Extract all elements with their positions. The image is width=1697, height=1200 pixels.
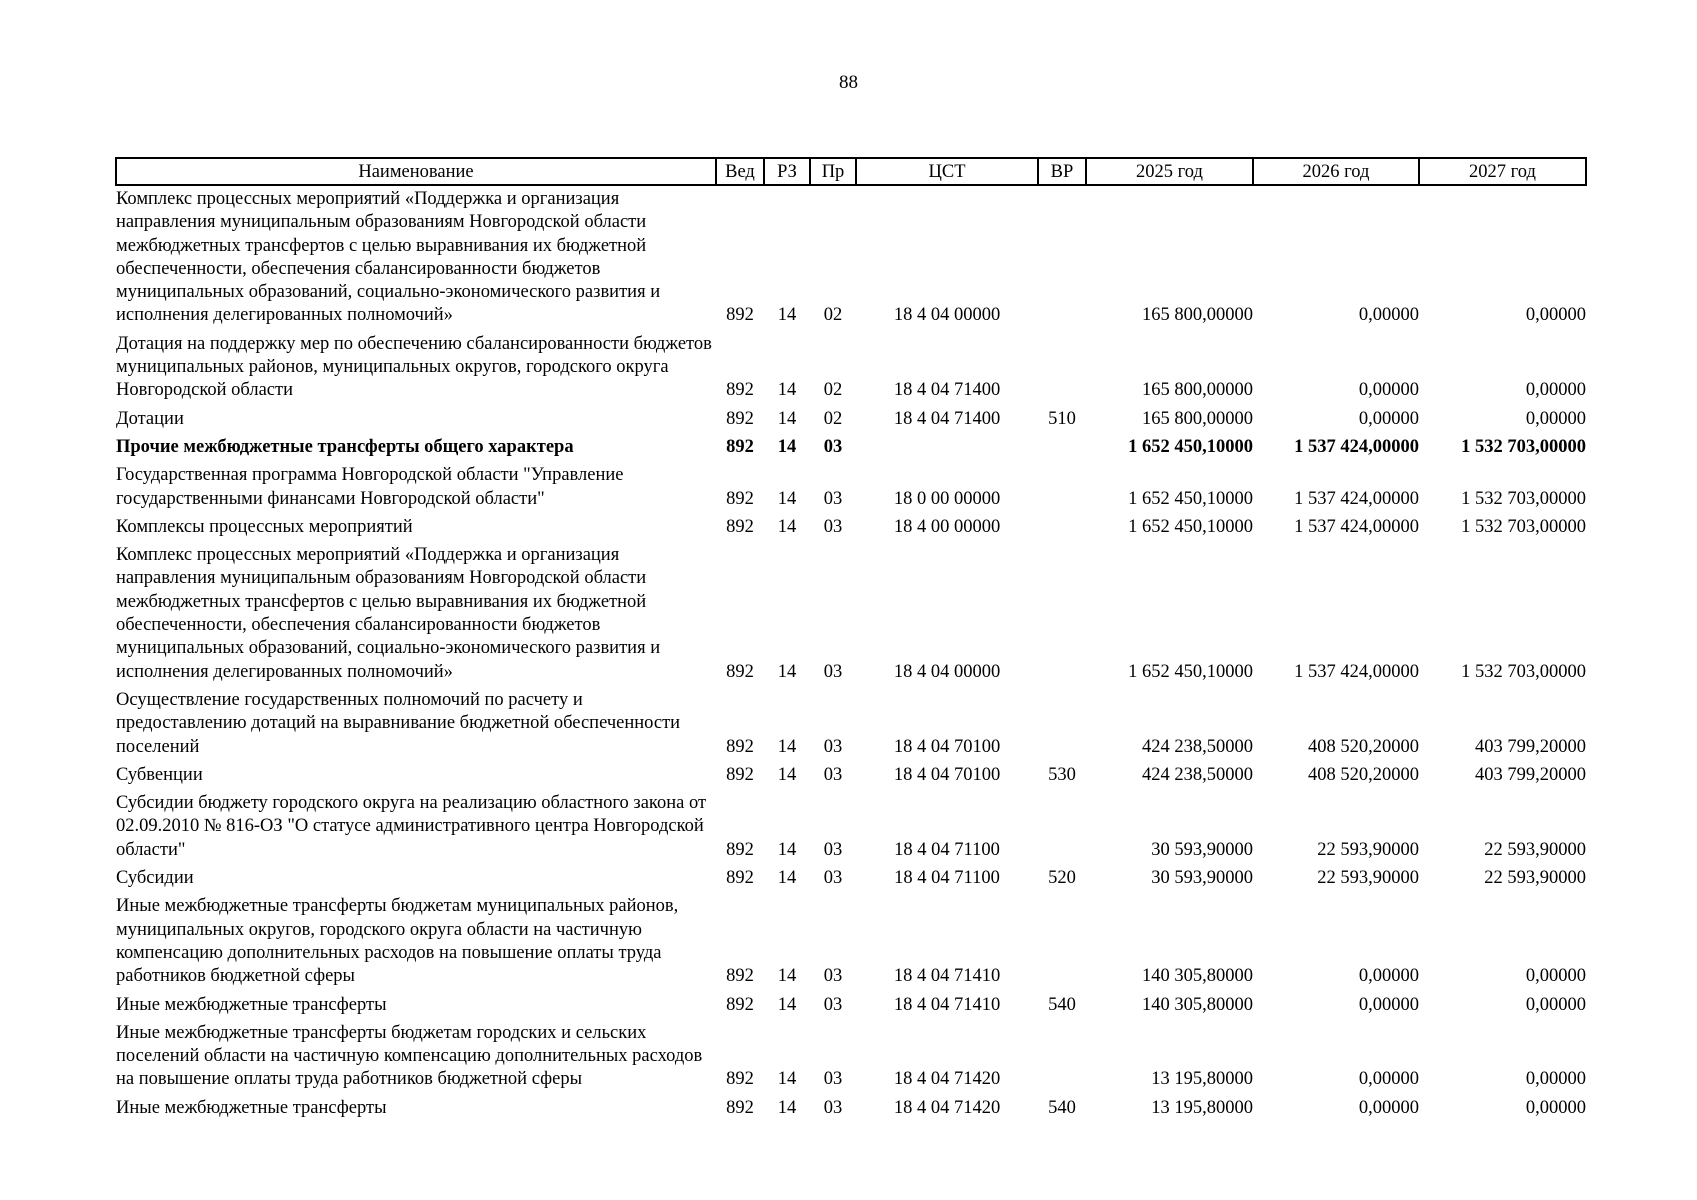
cell-2026: 408 520,20000 xyxy=(1308,736,1419,757)
cell-pr: 03 xyxy=(823,966,843,987)
cell-2027: 1 532 703,00000 xyxy=(1461,488,1586,509)
cell-rz: 14 xyxy=(777,868,797,889)
cell-rz: 14 xyxy=(777,661,797,682)
cell-2025: 165 800,00000 xyxy=(1142,408,1253,429)
cell-pr: 03 xyxy=(823,839,843,860)
table-row xyxy=(116,1022,1586,1097)
cell-cst: 18 4 04 71420 xyxy=(893,1069,1001,1090)
cell-2025: 13 195,80000 xyxy=(1151,1069,1253,1090)
cell-ved: 892 xyxy=(726,1069,754,1090)
cell-cst: 18 4 04 71400 xyxy=(893,408,1001,429)
cell-rz: 14 xyxy=(777,736,797,757)
cell-cst: 18 4 00 00000 xyxy=(893,516,1001,537)
header-pr: Пр xyxy=(810,158,856,185)
cell-2026: 0,00000 xyxy=(1358,305,1419,326)
cell-2026: 0,00000 xyxy=(1358,966,1419,987)
header-name: Наименование xyxy=(116,158,716,185)
cell-pr: 03 xyxy=(823,994,843,1015)
table-row xyxy=(116,792,1586,867)
table-row xyxy=(116,994,1586,1022)
cell-ved: 892 xyxy=(726,839,754,860)
cell-pr: 02 xyxy=(823,380,843,401)
cell-2027: 0,00000 xyxy=(1525,408,1586,429)
cell-2027: 1 532 703,00000 xyxy=(1461,661,1586,682)
cell-cst xyxy=(856,436,1038,464)
cell-rz: 14 xyxy=(777,994,797,1015)
cell-rz: 14 xyxy=(777,764,797,785)
cell-ved: 892 xyxy=(726,516,754,537)
cell-vr xyxy=(1038,1022,1086,1097)
cell-ved: 892 xyxy=(726,994,754,1015)
cell-2025: 1 652 450,10000 xyxy=(1128,661,1253,682)
cell-2026: 0,00000 xyxy=(1358,408,1419,429)
cell-2027: 0,00000 xyxy=(1525,380,1586,401)
cell-pr: 03 xyxy=(823,868,843,889)
cell-pr: 03 xyxy=(823,661,843,682)
cell-vr: 510 xyxy=(1048,408,1076,429)
cell-cst: 18 4 04 71100 xyxy=(894,839,1000,860)
cell-2026: 0,00000 xyxy=(1358,1097,1419,1118)
cell-rz: 14 xyxy=(777,305,797,326)
cell-vr xyxy=(1038,544,1086,689)
cell-cst: 18 4 04 00000 xyxy=(893,305,1001,326)
table-row xyxy=(116,1097,1586,1125)
cell-name: Прочие межбюджетные трансферты общего характера xyxy=(116,436,574,457)
table-row xyxy=(116,333,1586,408)
header-vr: ВР xyxy=(1038,158,1086,185)
table-row xyxy=(116,408,1586,436)
cell-cst: 18 4 04 70100 xyxy=(893,764,1001,785)
cell-2027: 403 799,20000 xyxy=(1475,764,1586,785)
cell-ved: 892 xyxy=(726,305,754,326)
page-number: 88 xyxy=(839,72,858,93)
cell-2025: 13 195,80000 xyxy=(1151,1097,1253,1118)
cell-ved: 892 xyxy=(726,408,754,429)
cell-2026: 0,00000 xyxy=(1358,1069,1419,1090)
cell-cst: 18 4 04 71420 xyxy=(893,1097,1001,1118)
cell-ved: 892 xyxy=(726,736,754,757)
cell-2027: 0,00000 xyxy=(1525,1069,1586,1090)
cell-2025: 30 593,90000 xyxy=(1151,839,1253,860)
cell-rz: 14 xyxy=(777,839,797,860)
cell-pr: 02 xyxy=(823,305,843,326)
cell-2027: 22 593,90000 xyxy=(1484,868,1586,889)
cell-2025: 140 305,80000 xyxy=(1142,966,1253,987)
table-row xyxy=(116,436,1586,464)
cell-name: Субсидии xyxy=(116,868,194,889)
cell-2027: 0,00000 xyxy=(1525,994,1586,1015)
cell-name: Иные межбюджетные трансферты xyxy=(116,994,387,1015)
cell-pr: 03 xyxy=(823,436,843,457)
cell-2026: 22 593,90000 xyxy=(1317,868,1419,889)
cell-pr: 03 xyxy=(823,1069,843,1090)
cell-cst: 18 4 04 71400 xyxy=(893,380,1001,401)
cell-2025: 424 238,50000 xyxy=(1142,736,1253,757)
cell-pr: 03 xyxy=(823,516,843,537)
cell-2025: 1 652 450,10000 xyxy=(1128,516,1253,537)
cell-2026: 1 537 424,00000 xyxy=(1294,661,1419,682)
cell-vr: 540 xyxy=(1048,994,1076,1015)
cell-2025: 1 652 450,10000 xyxy=(1128,436,1253,457)
cell-2025: 165 800,00000 xyxy=(1142,380,1253,401)
cell-vr xyxy=(1038,333,1086,408)
cell-pr: 03 xyxy=(823,736,843,757)
cell-name: Иные межбюджетные трансферты бюджетам муниципальных районов, муниципальных округов, городского округа области на частичную компенсацию дополнительных расходов на повышение оплаты труда работников бюджетной сферы xyxy=(116,896,679,987)
cell-cst: 18 4 04 71410 xyxy=(893,966,1001,987)
header-rz: РЗ xyxy=(764,158,810,185)
header-ved: Вед xyxy=(716,158,764,185)
table-row xyxy=(116,185,1586,333)
cell-vr xyxy=(1038,464,1086,516)
cell-2026: 1 537 424,00000 xyxy=(1294,436,1419,457)
cell-ved: 892 xyxy=(726,764,754,785)
budget-table xyxy=(115,157,1587,1125)
cell-name: Дотации xyxy=(116,408,184,429)
table-row xyxy=(116,764,1586,792)
cell-2025: 30 593,90000 xyxy=(1151,868,1253,889)
cell-rz: 14 xyxy=(777,436,797,457)
cell-2027: 0,00000 xyxy=(1525,966,1586,987)
cell-name: Субсидии бюджету городского округа на реализацию областного закона от 02.09.2010 № 816-ОЗ "О статусе административного центра Новгородской области" xyxy=(116,793,707,860)
cell-pr: 03 xyxy=(823,764,843,785)
cell-cst: 18 4 04 71100 xyxy=(894,868,1000,889)
header-cst: ЦСТ xyxy=(856,158,1038,185)
cell-name: Государственная программа Новгородской области "Управление государственными финансами Новгородской области" xyxy=(116,465,624,509)
cell-2026: 0,00000 xyxy=(1358,994,1419,1015)
cell-2025: 424 238,50000 xyxy=(1142,764,1253,785)
cell-vr xyxy=(1038,185,1086,333)
cell-ved: 892 xyxy=(726,488,754,509)
cell-cst: 18 4 04 00000 xyxy=(893,661,1001,682)
cell-2026: 0,00000 xyxy=(1358,380,1419,401)
table-row xyxy=(116,689,1586,764)
cell-2027: 22 593,90000 xyxy=(1484,839,1586,860)
cell-vr xyxy=(1038,689,1086,764)
cell-vr xyxy=(1038,436,1086,464)
cell-name: Дотация на поддержку мер по обеспечению сбалансированности бюджетов муниципальных районов, муниципальных округов, городского округа Новгородской области xyxy=(116,333,712,401)
header-row xyxy=(116,158,1586,185)
cell-rz: 14 xyxy=(777,966,797,987)
cell-2027: 1 532 703,00000 xyxy=(1461,516,1586,537)
header-2026: 2026 год xyxy=(1253,158,1419,185)
cell-2026: 408 520,20000 xyxy=(1308,764,1419,785)
cell-vr xyxy=(1038,895,1086,993)
table-row xyxy=(116,895,1586,993)
cell-rz: 14 xyxy=(777,380,797,401)
cell-ved: 892 xyxy=(726,380,754,401)
cell-vr: 530 xyxy=(1048,764,1076,785)
header-2027: 2027 год xyxy=(1419,158,1586,185)
cell-cst: 18 0 00 00000 xyxy=(893,488,1001,509)
cell-ved: 892 xyxy=(726,868,754,889)
cell-name: Иные межбюджетные трансферты xyxy=(116,1097,387,1118)
cell-cst: 18 4 04 71410 xyxy=(893,994,1001,1015)
table-row xyxy=(116,544,1586,689)
table-row xyxy=(116,867,1586,895)
cell-vr xyxy=(1038,516,1086,544)
cell-2027: 1 532 703,00000 xyxy=(1461,436,1586,457)
cell-ved: 892 xyxy=(726,966,754,987)
cell-2026: 1 537 424,00000 xyxy=(1294,488,1419,509)
cell-cst: 18 4 04 70100 xyxy=(893,736,1001,757)
table-body xyxy=(116,185,1586,1125)
cell-pr: 03 xyxy=(823,1097,843,1118)
cell-pr: 02 xyxy=(823,408,843,429)
cell-vr: 520 xyxy=(1048,868,1076,889)
table-header xyxy=(116,158,1586,185)
cell-ved: 892 xyxy=(726,1097,754,1118)
table-row xyxy=(116,516,1586,544)
cell-2025: 165 800,00000 xyxy=(1142,305,1253,326)
cell-2027: 0,00000 xyxy=(1525,1097,1586,1118)
cell-rz: 14 xyxy=(777,1069,797,1090)
cell-rz: 14 xyxy=(777,488,797,509)
cell-pr: 03 xyxy=(823,488,843,509)
cell-name: Комплекс процессных мероприятий «Поддержка и организация направления муниципальным образованиям Новгородской области межбюджетных трансфертов с целью выравнивания их бюджетной обеспеченности, обеспечения сбалансированности бюджетов муниципальных образований, социально-экономического развития и исполнения делегированных полномочий» xyxy=(116,189,661,326)
cell-rz: 14 xyxy=(777,1097,797,1118)
cell-2026: 22 593,90000 xyxy=(1317,839,1419,860)
cell-2027: 0,00000 xyxy=(1525,305,1586,326)
header-2025: 2025 год xyxy=(1086,158,1253,185)
cell-ved: 892 xyxy=(726,436,754,457)
cell-vr: 540 xyxy=(1048,1097,1076,1118)
cell-2026: 1 537 424,00000 xyxy=(1294,516,1419,537)
cell-ved: 892 xyxy=(726,661,754,682)
cell-vr xyxy=(1038,792,1086,867)
cell-rz: 14 xyxy=(777,408,797,429)
cell-2025: 140 305,80000 xyxy=(1142,994,1253,1015)
table-row xyxy=(116,464,1586,516)
cell-name: Комплекс процессных мероприятий «Поддержка и организация направления муниципальным образованиям Новгородской области межбюджетных трансфертов с целью выравнивания их бюджетной обеспеченности, обеспечения сбалансированности бюджетов муниципальных образований, социально-экономического развития и исполнения делегированных полномочий» xyxy=(116,545,661,682)
cell-2025: 1 652 450,10000 xyxy=(1128,488,1253,509)
cell-name: Осуществление государственных полномочий по расчету и предоставлению дотаций на выравнивание бюджетной обеспеченности поселений xyxy=(116,689,681,757)
cell-name: Субвенции xyxy=(116,764,203,785)
cell-rz: 14 xyxy=(777,516,797,537)
cell-name: Иные межбюджетные трансферты бюджетам городских и сельских поселений области на частичную компенсацию дополнительных расходов на повышение оплаты труда работников бюджетной сферы xyxy=(116,1022,703,1090)
cell-2027: 403 799,20000 xyxy=(1475,736,1586,757)
cell-name: Комплексы процессных мероприятий xyxy=(116,516,413,537)
